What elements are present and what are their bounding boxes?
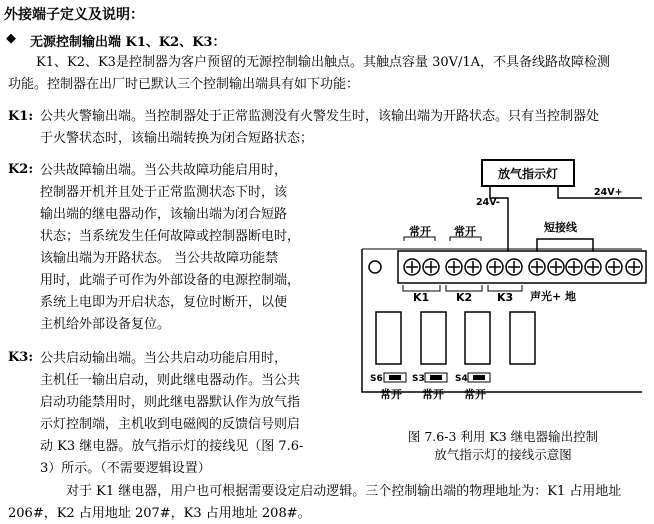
- jumper-s6-cap: [389, 375, 401, 380]
- k2-label: K2:: [8, 162, 34, 177]
- k1-line-2: 于火警状态时，该输出端转换为闭合短路状态；: [40, 131, 314, 146]
- k2-line: 输出端的继电器动作，该输出端为闭合短路: [40, 207, 288, 222]
- k2-terminal-label: K2: [456, 291, 473, 304]
- relay-k1: [376, 312, 401, 364]
- wiring-diagram: [356, 155, 650, 400]
- section-bullet: ◆: [6, 31, 16, 46]
- bottom-normally-open-3: 常开: [464, 388, 486, 400]
- k1-line-1: 公共火警输出端。当控制器处于正常监测没有火警发生时，该输出端为开路状态。只有当控制器处: [40, 109, 600, 124]
- jumper-s3-cap: [430, 375, 442, 380]
- sound-light-ground-label: 声光+ 地: [530, 290, 577, 303]
- k2-line: 状态；当系统发生任何故障或控制器断电时，: [40, 229, 301, 244]
- normally-open-label-2: 常开: [454, 225, 476, 238]
- k1-label: K1:: [8, 109, 34, 124]
- relay-sound-light: [510, 312, 535, 364]
- s6-label: S6: [370, 374, 383, 384]
- k3-line: 动 K3 继电器。放气指示灯的接线见（图 7.6-: [40, 439, 304, 454]
- jumper-label: 短接线: [544, 221, 577, 234]
- normally-open-label-1: 常开: [409, 225, 431, 238]
- intro-line-1: K1、K2、K3是控制器为客户预留的无源控制输出触点。其触点容量 30V/1A，不具备线路故障检测: [36, 55, 611, 70]
- figure-caption: [356, 428, 650, 464]
- k3-line: 3）所示。（不需要逻辑设置）: [40, 461, 211, 476]
- footer-line-2: 206#，K2 占用地址 207#，K3 占用地址 208#。: [8, 506, 311, 521]
- k2-description: [40, 160, 300, 336]
- bottom-normally-open-1: 常开: [380, 388, 402, 400]
- relay-k3: [465, 312, 490, 364]
- k2-line: 主机给外部设备复位。: [40, 317, 171, 332]
- v-minus-label: 24V-: [476, 197, 500, 208]
- k3-line: 主机任一输出启动，则此继电器动作。当公共: [40, 373, 301, 388]
- k2-line: 系统上电即为开启状态，复位时断开，以便: [40, 295, 288, 310]
- k2-line: 控制器开机并且处于正常监测状态下时，该: [40, 185, 288, 200]
- k1-terminal-label: K1: [413, 291, 430, 304]
- document-heading: 外接端子定义及说明：: [4, 7, 144, 23]
- k2-line: 用时，此端子可作为外部设备的电源控制端，: [40, 273, 301, 288]
- k3-line: 公共启动输出端。当公共启动功能启用时，: [40, 351, 288, 366]
- k2-line: 该输出端为开路状态。 当公共故障功能禁: [40, 251, 279, 266]
- intro-line-2: 功能。控制器在出厂时已默认三个控制输出端具有如下功能：: [8, 77, 360, 92]
- k3-line: 示灯控制端，主机收到电磁阀的反馈信号则启: [40, 417, 301, 432]
- k3-description: [40, 348, 303, 480]
- caption-line-1: 图 7.6-3 利用 K3 继电器输出控制: [407, 429, 599, 444]
- k3-label: K3:: [8, 350, 34, 365]
- s4-label: S4: [455, 374, 468, 384]
- caption-line-2: 放气指示灯的接线示意图: [434, 447, 572, 462]
- v-plus-label: 24V+: [594, 187, 623, 198]
- k2-line: 公共故障输出端。当公共故障功能启用时，: [40, 163, 288, 178]
- section-title: 无源控制输出端 K1、K2、K3：: [30, 35, 226, 50]
- s3-label: S3: [412, 374, 425, 384]
- k3-line: 启动功能禁用时，则此继电器默认作为放气指: [40, 395, 301, 410]
- footer-line-1: 对于 K1 继电器，用户也可根据需要设定启动逻辑。三个控制输出端的物理地址为：K1 占用地址: [66, 484, 622, 499]
- lamp-label: 放气指示灯: [497, 167, 559, 181]
- k3-terminal-label: K3: [497, 291, 514, 304]
- bottom-normally-open-2: 常开: [422, 388, 444, 400]
- mounting-hole: [369, 261, 381, 273]
- jumper-s4-cap: [473, 375, 485, 380]
- relay-k2: [421, 312, 446, 364]
